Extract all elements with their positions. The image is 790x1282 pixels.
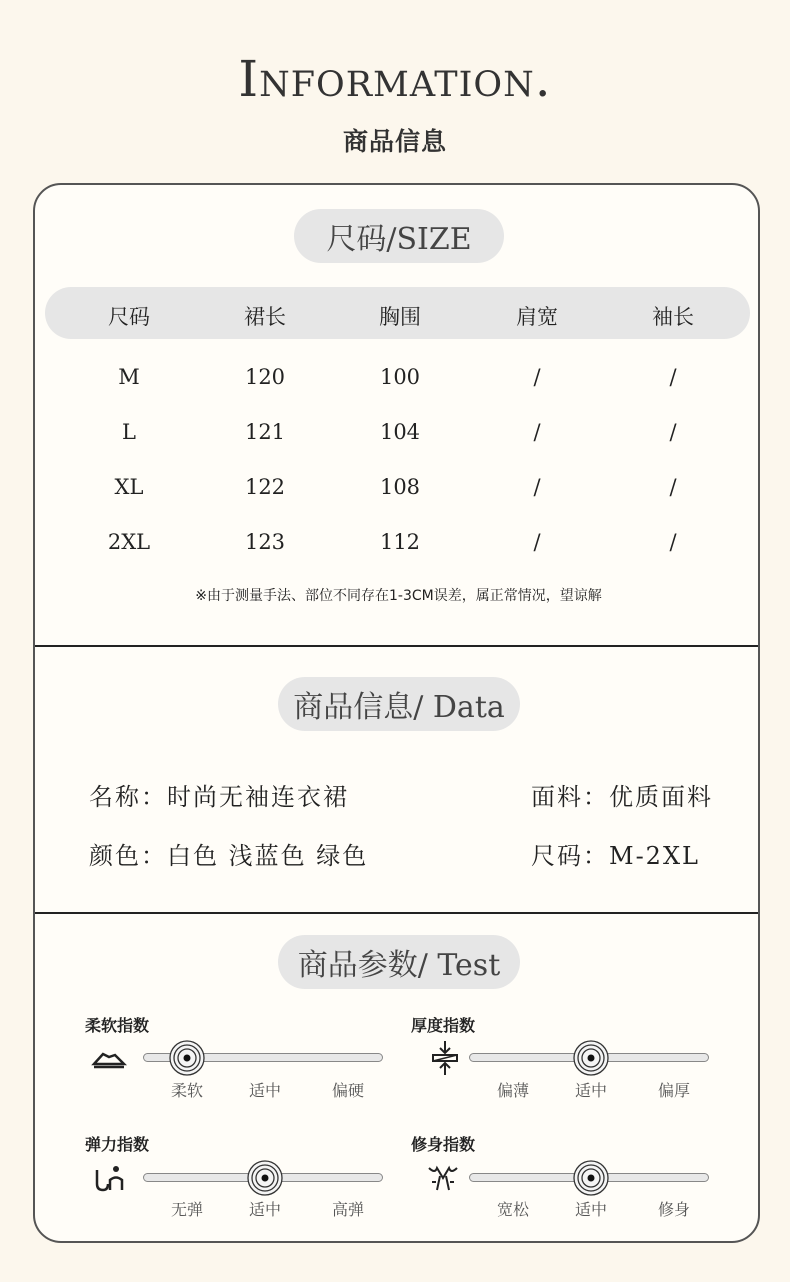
table-cell: / bbox=[533, 530, 541, 554]
slider-tick-label: 偏硬 bbox=[331, 1081, 364, 1100]
table-cell: 104 bbox=[379, 420, 421, 444]
slider-tick-label: 高弹 bbox=[331, 1200, 364, 1219]
fit-slider-knob bbox=[572, 1159, 610, 1197]
param-label: 弹力指数 bbox=[85, 1135, 150, 1154]
column-header: 尺码 bbox=[108, 305, 150, 329]
table-cell: / bbox=[669, 365, 677, 389]
table-cell: / bbox=[533, 365, 541, 389]
test-heading: 商品参数/ Test bbox=[278, 935, 520, 989]
column-header: 袖长 bbox=[652, 305, 694, 329]
slider-tick-label: 适中 bbox=[574, 1081, 607, 1100]
product-size: 尺码：M-2XL bbox=[531, 842, 700, 870]
slider-tick-label: 无弹 bbox=[170, 1200, 203, 1219]
page-title: Information. bbox=[238, 50, 552, 108]
table-cell: 108 bbox=[379, 475, 421, 499]
elasticity-slider-knob bbox=[246, 1159, 284, 1197]
table-cell: / bbox=[669, 475, 677, 499]
table-cell: / bbox=[669, 420, 677, 444]
slider-tick-label: 适中 bbox=[248, 1081, 281, 1100]
info-card bbox=[33, 183, 760, 1243]
table-cell: 112 bbox=[379, 530, 421, 554]
slider-tick-label: 适中 bbox=[248, 1200, 281, 1219]
product-name: 名称：时尚无袖连衣裙 bbox=[89, 783, 349, 811]
measurement-note: ※由于测量手法、部位不同存在1-3CM误差，属正常情况，望谅解 bbox=[195, 588, 602, 604]
size-heading: 尺码/SIZE bbox=[294, 209, 504, 263]
table-cell: XL bbox=[114, 475, 144, 499]
thickness-icon bbox=[425, 1041, 465, 1075]
param-label: 修身指数 bbox=[411, 1135, 476, 1154]
slider-tick-label: 修身 bbox=[657, 1200, 690, 1219]
table-cell: L bbox=[122, 420, 136, 444]
table-cell: 100 bbox=[379, 365, 421, 389]
column-header: 肩宽 bbox=[516, 305, 558, 329]
table-cell: 122 bbox=[244, 475, 286, 499]
table-cell: M bbox=[118, 365, 140, 389]
slider-tick-label: 宽松 bbox=[496, 1200, 529, 1219]
slider-tick-label: 柔软 bbox=[170, 1081, 203, 1100]
fit-icon bbox=[423, 1162, 463, 1196]
thickness-slider-knob bbox=[572, 1039, 610, 1077]
section-divider bbox=[35, 912, 758, 914]
table-cell: 2XL bbox=[107, 530, 151, 554]
softness-slider-knob bbox=[168, 1039, 206, 1077]
param-label: 柔软指数 bbox=[85, 1016, 150, 1035]
table-cell: / bbox=[669, 530, 677, 554]
data-heading: 商品信息/ Data bbox=[278, 677, 520, 731]
slider-tick-label: 偏厚 bbox=[657, 1081, 690, 1100]
slider-tick-label: 偏薄 bbox=[496, 1081, 529, 1100]
shoe-icon bbox=[89, 1041, 129, 1075]
stretch-icon bbox=[89, 1162, 129, 1196]
product-fabric: 面料：优质面料 bbox=[531, 783, 713, 811]
section-divider bbox=[35, 645, 758, 647]
column-header: 胸围 bbox=[379, 305, 421, 329]
page-subtitle: 商品信息 bbox=[342, 127, 447, 156]
param-label: 厚度指数 bbox=[411, 1016, 476, 1035]
product-color: 颜色：白色 浅蓝色 绿色 bbox=[89, 842, 369, 870]
column-header: 裙长 bbox=[244, 305, 286, 329]
table-cell: / bbox=[533, 475, 541, 499]
table-cell: 123 bbox=[244, 530, 286, 554]
table-cell: 120 bbox=[244, 365, 286, 389]
size-table-header bbox=[45, 287, 750, 339]
slider-tick-label: 适中 bbox=[574, 1200, 607, 1219]
table-cell: 121 bbox=[244, 420, 286, 444]
table-cell: / bbox=[533, 420, 541, 444]
